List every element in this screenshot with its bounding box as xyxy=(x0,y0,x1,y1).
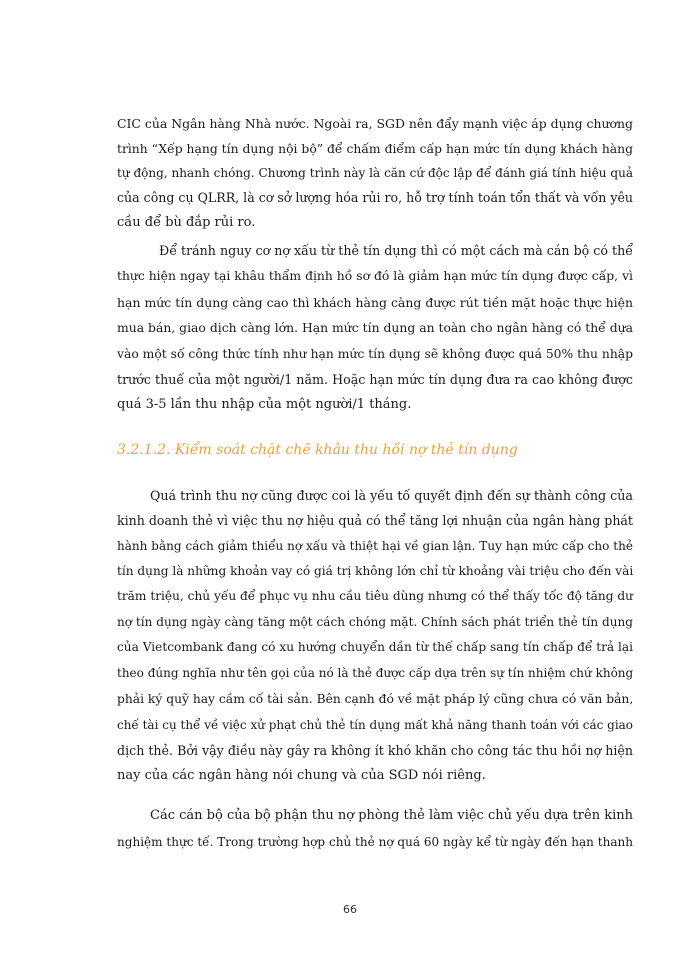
paragraph-2-line: trước thuế của một người/1 năm. Hoặc hạn mức tín dụng đưa ra cao không được xyxy=(117,372,633,387)
paragraph-2-line: thực hiện ngay tại khâu thẩm định hồ sơ đó là giảm hạn mức tín dụng được cấp, vì xyxy=(117,269,633,283)
paragraph-2-line: vào một số công thức tính như hạn mức tín dụng sẽ không được quá 50% thu nhập xyxy=(117,347,634,361)
paragraph-3-line: nay của các ngân hàng nói chung và của SGD nói riêng. xyxy=(117,768,486,783)
section-heading: 3.2.1.2. Kiểm soát chặt chẽ khâu thu hồi nợ thẻ tín dụng xyxy=(117,442,518,458)
paragraph-1-line: trình “Xếp hạng tín dụng nội bộ” để chấm điểm cấp hạn mức tín dụng khách hàng xyxy=(117,142,633,156)
paragraph-3-line: của Vietcombank đang có xu hướng chuyển dần từ thế chấp sang tín chấp để trả lại xyxy=(117,640,633,654)
paragraph-3-line: dịch thẻ. Bởi vậy điều này gây ra không ít khó khăn cho công tác thu hồi nợ hiện xyxy=(117,743,633,758)
paragraph-3-line: kinh doanh thẻ vì việc thu nợ hiệu quả có thể tăng lợi nhuận của ngân hàng phát xyxy=(117,513,633,528)
paragraph-1-line: của công cụ QLRR, là cơ sở lượng hóa rủi ro, hỗ trợ tính toán tổn thất và vốn yêu xyxy=(117,190,633,205)
paragraph-3-line: trăm triệu, chủ yếu để phục vụ nhu cầu tiêu dùng nhưng có thể thấy tốc độ tăng dư xyxy=(117,589,633,603)
paragraph-3-line: hành bằng cách giảm thiểu nợ xấu và thiệt hại về gian lận. Tuy hạn mức cấp cho thẻ xyxy=(117,539,633,553)
paragraph-3-line: tín dụng là những khoản vay có giá trị không lớn chỉ từ khoảng vài triệu cho đến vài xyxy=(117,564,634,578)
paragraph-2-line: hạn mức tín dụng càng cao thì khách hàng càng được rút tiền mặt hoặc thực hiện xyxy=(117,295,634,310)
paragraph-1-line: CIC của Ngân hàng Nhà nước. Ngoài ra, SGD nên đẩy mạnh việc áp dụng chương xyxy=(117,116,633,131)
paragraph-4-line: Các cán bộ của bộ phận thu nợ phòng thẻ làm việc chủ yếu dựa trên kinh xyxy=(150,808,633,823)
paragraph-3-line: Quá trình thu nợ cũng được coi là yếu tố quyết định đến sự thành công của xyxy=(150,488,633,503)
paragraph-3-line: nợ tín dụng ngày càng tăng một cách chóng mặt. Chính sách phát triển thẻ tín dụng xyxy=(117,615,633,629)
paragraph-1-line: tự động, nhanh chóng. Chương trình này là căn cứ độc lập để đánh giá tính hiệu quả xyxy=(117,166,633,180)
paragraph-2-line: quá 3-5 lần thu nhập của một người/1 tháng. xyxy=(117,397,412,412)
paragraph-2-line: mua bán, giao dịch càng lớn. Hạn mức tín dụng an toàn cho ngân hàng có thể dựa xyxy=(117,321,633,335)
paragraph-2-line: Để tránh nguy cơ nợ xấu từ thẻ tín dụng thì có một cách mà cán bộ có thể xyxy=(159,243,634,258)
paragraph-3-line: theo đúng nghĩa như tên gọi của nó là thẻ được cấp dựa trên sự tín nhiệm chứ không xyxy=(117,666,634,680)
paragraph-4-line: nghiệm thực tế. Trong trường hợp chủ thẻ nợ quá 60 ngày kể từ ngày đến hạn thanh xyxy=(117,835,633,849)
page-number: 66 xyxy=(343,903,357,916)
paragraph-3-line: phải ký quỹ hay cầm cố tài sản. Bên cạnh đó về mặt pháp lý cũng chưa có văn bản, xyxy=(117,692,634,706)
paragraph-3-line: chế tài cụ thể về việc xử phạt chủ thẻ tín dụng mất khả năng thanh toán với các giao xyxy=(117,718,633,732)
paragraph-1-line: cầu để bù đắp rủi ro. xyxy=(117,215,256,230)
